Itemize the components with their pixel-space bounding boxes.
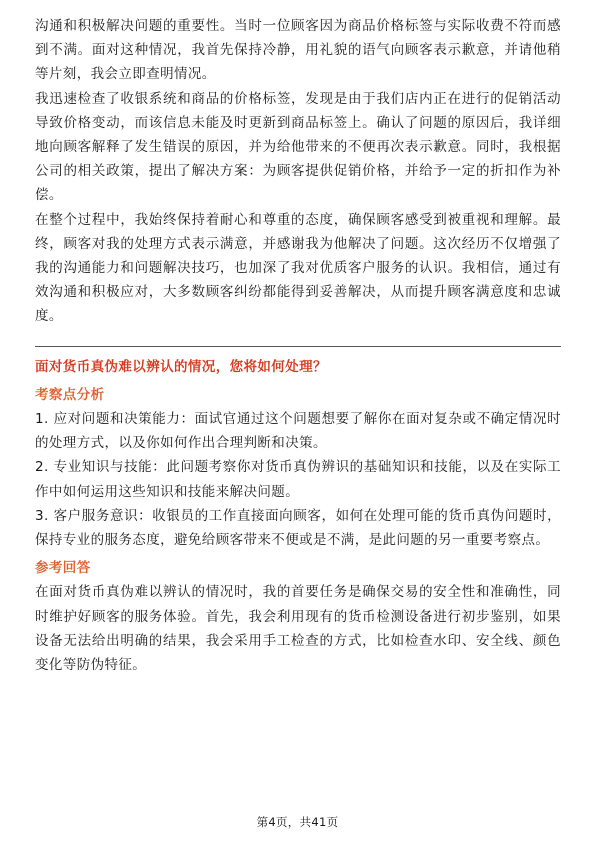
analysis-item: 2. 专业知识与技能：此问题考察你对货币真伪辨识的基础知识和技能，以及在实际工作中如何运用这些知识和技能来解决问题。 xyxy=(35,459,561,500)
answer-heading: 参考回答 xyxy=(35,560,91,577)
analysis-heading: 考察点分析 xyxy=(35,386,105,403)
body-paragraph: 在整个过程中，我始终保持着耐心和尊重的态度，确保顾客感受到被重视和理解。最终，顾客对我的处理方式表示满意，并感谢我为他解决了问题。这次经历不仅增强了我的沟通能力和问题解决技巧，也加深了我对优质客户服务的认识。我相信，通过有效沟通和积极应对，大多数顾客纠纷都能得到妥善解决，从而提升顾客满意度和忠诚度。 xyxy=(35,211,561,325)
question-title: 面对货币真伪难以辨认的情况，您将如何处理？ xyxy=(35,358,327,375)
answer-paragraph: 在面对货币真伪难以辨认的情况时，我的首要任务是确保交易的安全性和准确性，同时维护好顾客的服务体验。首先，我会利用现有的货币检测设备进行初步鉴别，如果设备无法给出明确的结果，我会采用手工检查的方式，比如检查水印、安全线、颜色变化等防伪特征。 xyxy=(35,584,561,674)
body-paragraph: 沟通和积极解决问题的重要性。当时一位顾客因为商品价格标签与实际收费不符而感到不满。面对这种情况，我首先保持冷静，用礼貌的语气向顾客表示歉意，并请他稍等片刻，我会立即查明情况。 xyxy=(35,18,561,83)
page-number: 第4页，共41页 xyxy=(256,815,339,829)
document-page xyxy=(35,14,561,677)
analysis-item: 3. 客户服务意识：收银员的工作直接面向顾客，如何在处理可能的货币真伪问题时，保持专业的服务态度，避免给顾客带来不便或是不满，是此问题的另一重要考察点。 xyxy=(35,507,561,549)
analysis-item: 1. 应对问题和决策能力：面试官通过这个问题想要了解你在面对复杂或不确定情况时的处理方式，以及你如何作出合理判断和决策。 xyxy=(35,411,561,452)
body-paragraph: 我迅速检查了收银系统和商品的价格标签，发现是由于我们店内正在进行的促销活动导致价格变动，而该信息未能及时更新到商品标签上。确认了问题的原因后，我详细地向顾客解释了发生错误的原因，并为给他带来的不便再次表示歉意。同时，我根据公司的相关政策，提出了解决方案：为顾客提供促销价格，并给予一定的折扣作为补偿。 xyxy=(35,90,561,204)
section-divider xyxy=(35,346,561,347)
